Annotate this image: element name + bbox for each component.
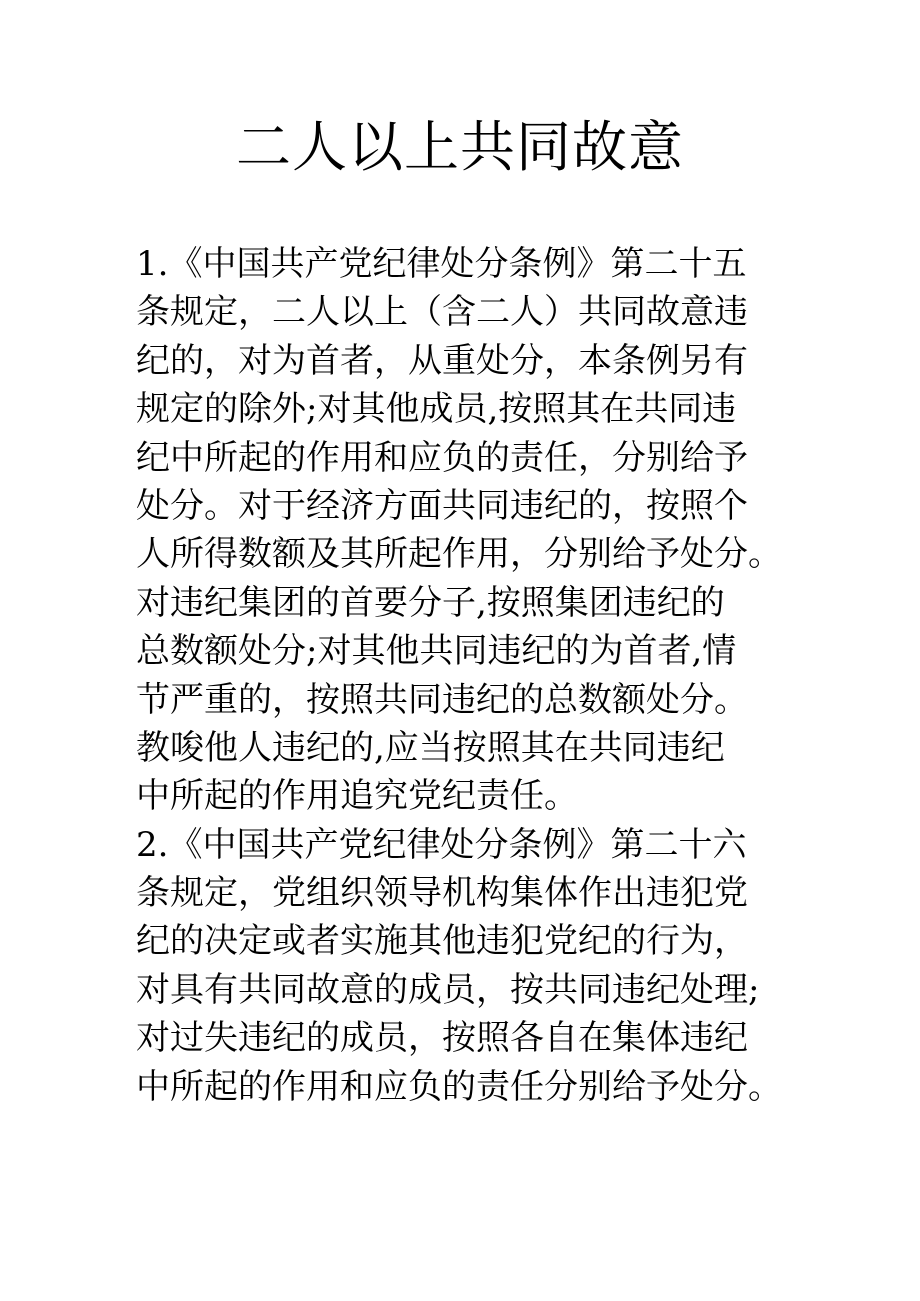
body-line: 处分。对于经济方面共同违纪的，按照个 bbox=[136, 485, 748, 526]
body-line: 节严重的，按照共同违纪的总数额处分。 bbox=[136, 679, 748, 720]
body-line: 规定的除外;对其他成员,按照其在共同违 bbox=[136, 389, 737, 430]
body-line: 对过失违纪的成员，按照各自在集体违纪 bbox=[136, 1018, 748, 1059]
body-line: 纪的决定或者实施其他违犯党纪的行为， bbox=[136, 921, 748, 962]
body-line: 2.《中国共产党纪律处分条例》第二十六 bbox=[136, 824, 747, 865]
body-line: 中所起的作用追究党纪责任。 bbox=[136, 776, 578, 817]
body-line: 1.《中国共产党纪律处分条例》第二十五 bbox=[136, 244, 747, 284]
body-line: 总数额处分;对其他共同违纪的为首者,情 bbox=[136, 631, 737, 672]
document-title: 二人以上共同故意 bbox=[235, 115, 684, 179]
body-line: 条规定，二人以上（含二人）共同故意违 bbox=[136, 292, 748, 333]
body-line: 条规定，党组织领导机构集体作出违犯党 bbox=[136, 873, 748, 914]
body-line: 纪的，对为首者，从重处分，本条例另有 bbox=[136, 340, 748, 381]
document-body bbox=[136, 240, 816, 1111]
body-line: 教唆他人违纪的,应当按照其在共同违纪 bbox=[136, 727, 725, 768]
body-line: 人所得数额及其所起作用，分别给予处分。 bbox=[136, 534, 782, 575]
body-line: 纪中所起的作用和应负的责任，分别给予 bbox=[136, 437, 748, 478]
body-line: 对违纪集团的首要分子,按照集团违纪的 bbox=[136, 582, 725, 623]
body-line: 中所起的作用和应负的责任分别给予处分。 bbox=[136, 1066, 782, 1107]
body-line: 对具有共同故意的成员，按共同违纪处理; bbox=[136, 969, 760, 1010]
